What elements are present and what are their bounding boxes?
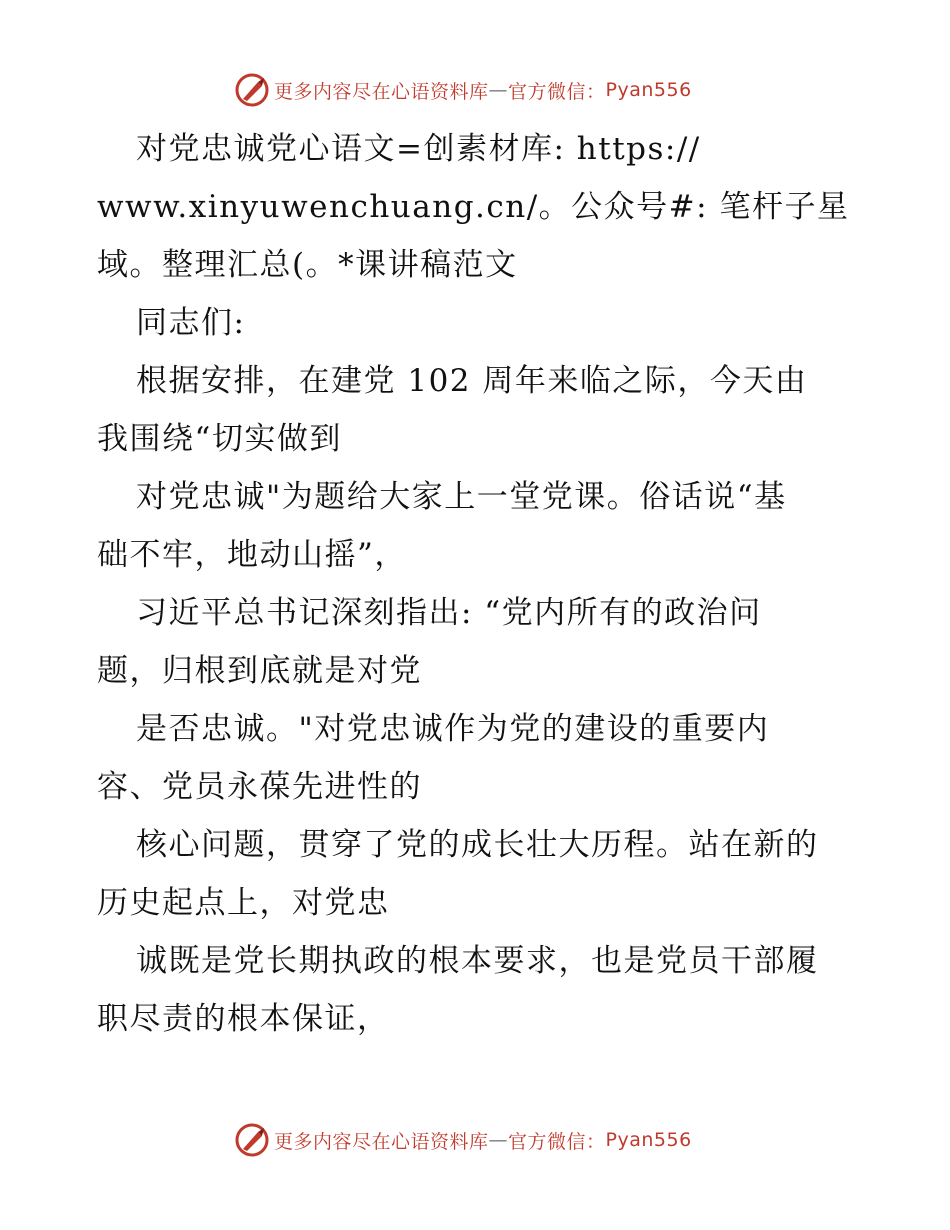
text-line: 容、党员永葆先进性的	[97, 769, 422, 805]
banner-wechat-id: Pyan556	[605, 79, 692, 101]
text-line: 核心问题，贯穿了党的成长壮大历程。站在新的	[136, 827, 819, 863]
text-line: 对党忠诚党心语文=创素材库: https://	[136, 131, 701, 167]
text-line: 对党忠诚"为题给大家上一堂党课。俗话说“基	[136, 479, 787, 515]
text-line: 础不牢，地动山摇”，	[97, 537, 407, 573]
text-line: 诚既是党长期执政的根本要求，也是党员干部履	[136, 943, 819, 979]
banner-wechat-id: Pyan556	[605, 1129, 692, 1151]
text-line: 根据安排，在建党 102 周年来临之际，今天由	[136, 363, 808, 399]
text-line: 域。整理汇总(。*课讲稿范文	[97, 247, 518, 283]
banner-main-text: 更多内容尽在心语资料库	[274, 1130, 489, 1153]
text-line: 题，归根到底就是对党	[97, 653, 422, 689]
text-line: 职尽责的根本保证，	[97, 1001, 390, 1037]
quill-logo-icon	[234, 72, 270, 108]
text-line: www.xinyuwenchuang.cn/。公众号#: 笔杆子星	[97, 189, 850, 225]
banner-sub-text: 官方微信：	[508, 1130, 606, 1153]
document-body	[97, 120, 867, 1048]
text-line: 同志们:	[136, 305, 246, 341]
quill-logo-icon	[234, 1122, 270, 1158]
header-banner	[234, 72, 692, 108]
banner-separator: —	[488, 1129, 509, 1151]
text-line: 习近平总书记深刻指出: “党内所有的政治问	[136, 595, 762, 631]
banner-separator: —	[488, 79, 509, 101]
text-line: 我围绕“切实做到	[97, 421, 342, 457]
text-line: 是否忠诚。"对党忠诚作为党的建设的重要内	[136, 711, 770, 747]
banner-main-text: 更多内容尽在心语资料库	[274, 80, 489, 103]
footer-banner	[234, 1122, 692, 1158]
banner-sub-text: 官方微信：	[508, 80, 606, 103]
text-line: 历史起点上，对党忠	[97, 885, 390, 921]
